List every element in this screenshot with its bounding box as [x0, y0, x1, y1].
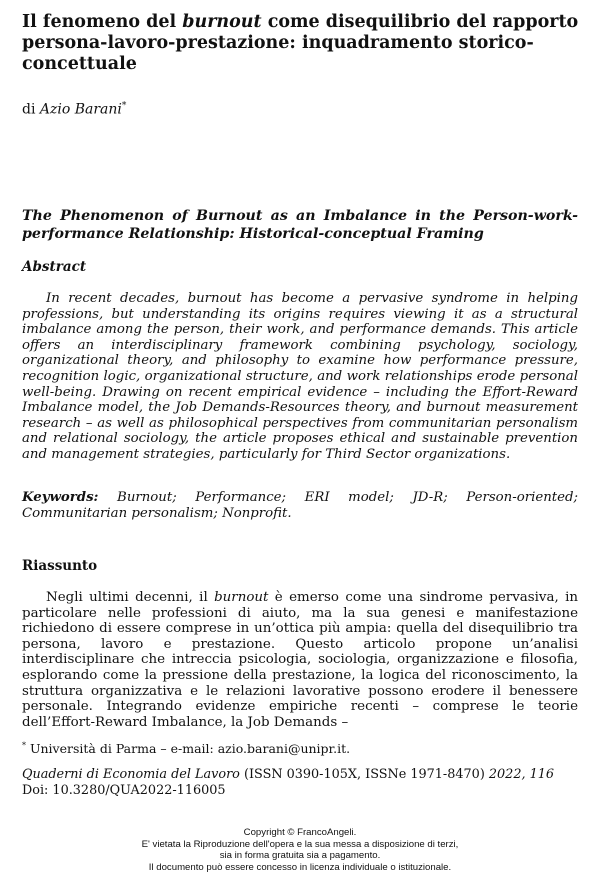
journal-citation: [22, 767, 578, 783]
author-prefix: di: [22, 101, 40, 118]
journal-doi: Doi: 10.3280/QUA2022-116005: [22, 782, 226, 798]
copyright-line-4: Il documento può essere concesso in licenza individuale o istituzionale.: [148, 861, 452, 873]
riassunto-text-start: Negli ultimi decenni, il: [46, 590, 215, 605]
keywords-text: Burnout; Performance; ERI model; JD-R; Person-oriented; Communitarian personalism; Nonprofit.: [22, 490, 578, 521]
author-line: [22, 97, 126, 119]
english-title: The Phenomenon of Burnout as an Imbalance in the Person-work-performance Relationship: Historical-conceptual Framing: [22, 208, 578, 242]
title-emphasis: burnout: [182, 12, 262, 32]
author-name: Azio Barani: [39, 101, 122, 118]
journal-issue: 2022, 116: [488, 767, 555, 782]
title-text-start: Il fenomeno del: [22, 12, 183, 32]
title-text-end: come disequilibrio del rapporto persona-lavoro-prestazione: inquadramento storico-concettuale: [22, 12, 579, 74]
footnote-text: Università di Parma – e-mail: azio.barani@unipr.it.: [26, 741, 351, 757]
riassunto-heading: Riassunto: [22, 558, 98, 574]
copyright-notice: [0, 827, 600, 873]
riassunto-text: [22, 590, 578, 730]
keywords-label: Keywords:: [22, 490, 99, 505]
abstract-heading: Abstract: [22, 259, 87, 275]
copyright-line-2: E' vietata la Riproduzione dell'opera e la sua messa a disposizione di terzi,: [141, 838, 459, 850]
journal-info: [22, 767, 578, 798]
riassunto-text-end: è emerso come una sindrome pervasiva, in particolare nelle professioni di aiuto, ma la sua genesi e manifestazione richiedono di essere comprese in un’ottica più ampia: quella del disequilibrio tra persona, lavoro e prestazione. Questo articolo propone un’analisi interdisciplinare che intreccia psicologia, sociologia, organizzazione e filosofia, esplorando come la pressione della prestazione, la logica del riconoscimento, la struttura organizzativa e le relazioni lavorative possono erodere il benessere personale. Integrando evidenze empiriche recenti – comprese le teorie dell’Effort-Reward Imbalance, la Job Demands –: [22, 590, 578, 730]
author-footnote-mark: *: [121, 101, 127, 111]
footnote: [22, 738, 350, 757]
copyright-line-1: Copyright © FrancoAngeli.: [243, 827, 357, 838]
article-title: [22, 12, 582, 75]
abstract-text: In recent decades, burnout has become a pervasive syndrome in helping professions, but understanding its origins requires viewing it as a structural imbalance among the person, their work, and performance demands. This article offers an interdisciplinary framework combining psychology, sociology, organizational theory, and philosophy to examine how performance pressure, recognition logic, organizational structure, and work relationships erode personal well-being. Drawing on recent empirical evidence – including the Effort-Reward Imbalance model, the Job Demands-Resources theory, and burnout measurement research – as well as philosophical perspectives from communitarian personalism and relational sociology, the article proposes ethical and sustainable prevention and management strategies, particularly for Third Sector organizations.: [22, 291, 578, 462]
footnote-mark: *: [22, 741, 26, 750]
copyright-line-3: sia in forma gratuita sia a pagamento.: [219, 850, 381, 862]
journal-issn: (ISSN 0390-105X, ISSNe 1971-8470): [239, 767, 489, 782]
riassunto-emphasis: burnout: [214, 590, 269, 605]
journal-name: Quaderni di Economia del Lavoro: [22, 767, 240, 782]
keywords: [22, 490, 578, 522]
